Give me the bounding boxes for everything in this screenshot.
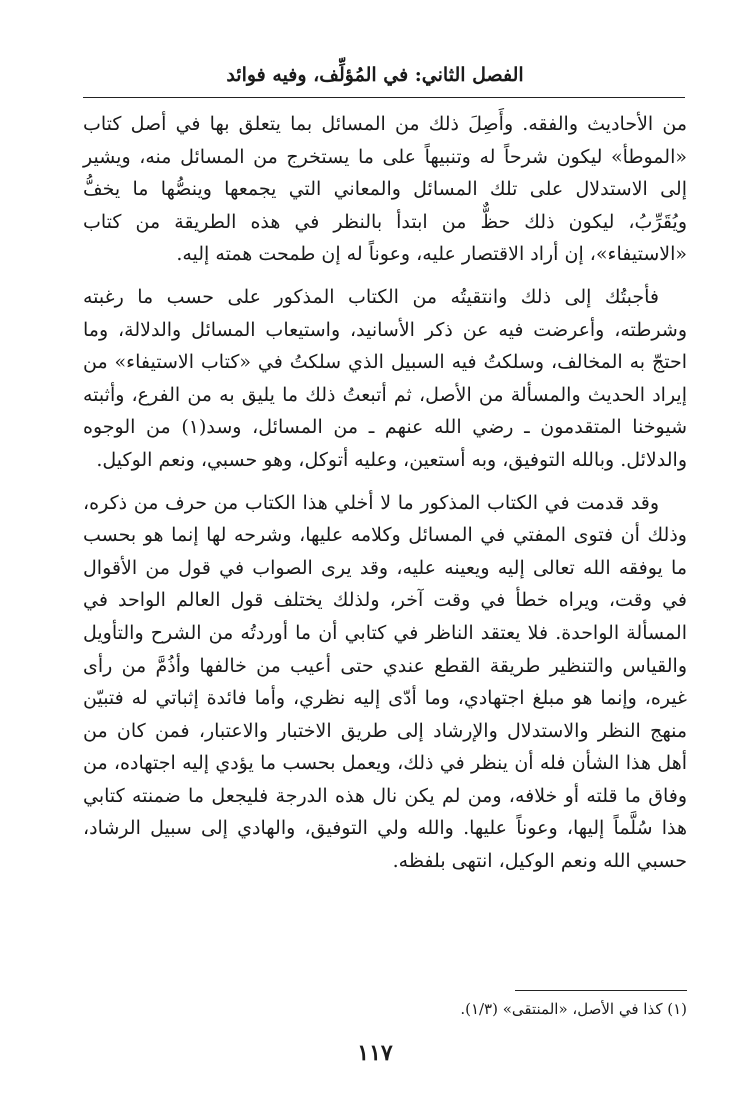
header-divider [83, 97, 685, 98]
main-text [83, 108, 687, 878]
page-number: ١١٧ [357, 1040, 393, 1066]
paragraph-2: فأجبتُك إلى ذلك وانتقيتُه من الكتاب المذكور على حسب ما رغبته وشرطته، وأعرضت فيه عن ذكر الأسانيد، واستيعاب المسائل والدلالة، وما احتجّ به المخالف، وسلكتُ فيه السبيل الذي سلكتُ في «كتاب الاستيفاء» من إيراد الحديث والمسألة من الأصل، ثم أتبعتُ ذلك ما يليق به من الفرع، وأثبته شيوخنا المتقدمون ـ رضي الله عنهم ـ من المسائل، وسد(١) من الوجوه والدلائل. وبالله التوفيق، وبه أستعين، وعليه أتوكل، وهو حسبي، ونعم الوكيل. [83, 285, 687, 471]
footnote-divider [515, 990, 687, 991]
paragraph-1: من الأحاديث والفقه. وأَصِلَ ذلك من المسائل بما يتعلق بها في أصل كتاب «الموطأ» ليكون شرحاً له وتنبيهاً على ما يستخرج من المسائل منه، ويشير إلى الاستدلال على تلك المسائل والمعاني التي يجمعها وينصُّها ما يخفُّ ويُقَرِّبُ، ليكون ذلك حظٌّ من ابتدأ بالنظر في هذه الطريقة من كتاب «الاستيفاء»، إن أراد الاقتصار عليه، وعوناً له إن طمحت همته إليه. [83, 113, 687, 266]
running-header: الفصل الثاني: في المُؤلِّف، وفيه فوائد [226, 64, 524, 86]
footnote: (١) كذا في الأصل، «المنتقى» (١/٣). [460, 1000, 687, 1018]
paragraph-3: وقد قدمت في الكتاب المذكور ما لا أخلي هذا الكتاب من حرف من ذكره، وذلك أن فتوى المفتي في المسائل وكلامه عليها، وشرحه لها إنما هو بحسب ما يوفقه الله تعالى إليه ويعينه عليه، وقد يرى الصواب في قول من الأقوال في وقت، ويراه خطأ في وقت آخر، ولذلك يختلف قول العالم الواحد في المسألة الواحدة. فلا يعتقد الناظر في كتابي أن ما أوردتُه من الشرح والتأويل والقياس والتنظير طريقة القطع عندي حتى أعيب من خالفها وأذُمَّ من رأى غيره، وإنما هو مبلغ اجتهادي، وما أدّى إليه نظري، وأما فائدة إثباتي له فتبيّن منهج النظر والاستدلال والإرشاد إلى طريق الاختبار والاعتبار، فمن كان من أهل هذا الشأن فله أن ينظر في ذلك، ويعمل بحسب ما يؤدي إليه اجتهاده، من وفاق ما قلته أو خلافه، ومن لم يكن نال هذه الدرجة فليجعل ما ضمنته كتابي هذا سُلَّماً إليها، وعوناً عليها. والله ولي التوفيق، والهادي إلى سبيل الرشاد، حسبي الله ونعم الوكيل، انتهى بلفظه. [83, 491, 687, 873]
